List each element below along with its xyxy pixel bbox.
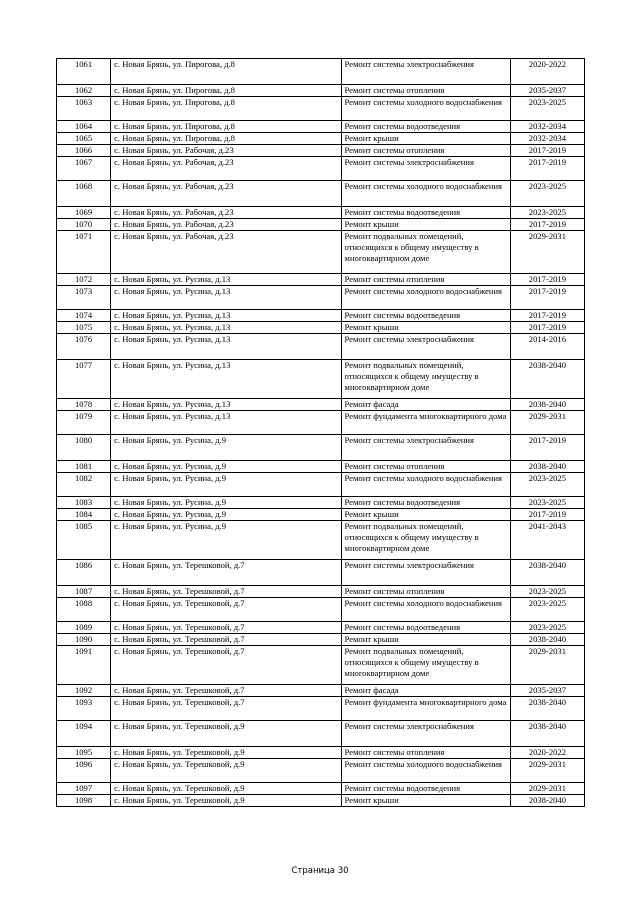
row-address: с. Новая Брянь, ул. Рабочая, д.23 [111, 181, 341, 207]
row-address: с. Новая Брянь, ул. Терешковой, д.9 [111, 783, 341, 795]
table-row [57, 133, 585, 145]
row-address: с. Новая Брянь, ул. Пирогова, д.8 [111, 121, 341, 133]
table-row [57, 646, 585, 685]
row-work-type: Ремонт системы водоотведения [341, 497, 510, 509]
table-row [57, 274, 585, 286]
row-period: 2023-2025 [510, 497, 584, 509]
row-address: с. Новая Брянь, ул. Терешковой, д.7 [111, 598, 341, 622]
row-address: с. Новая Брянь, ул. Рабочая, д.23 [111, 231, 341, 274]
row-work-type: Ремонт системы водоотведения [341, 783, 510, 795]
row-address: с. Новая Брянь, ул. Русина, д.9 [111, 461, 341, 473]
row-number: 1067 [57, 157, 111, 181]
table-row [57, 219, 585, 231]
row-address: с. Новая Брянь, ул. Терешковой, д.9 [111, 747, 341, 759]
row-period: 2038-2040 [510, 560, 584, 586]
row-work-type: Ремонт системы отопления [341, 461, 510, 473]
row-number: 1070 [57, 219, 111, 231]
table-row [57, 759, 585, 783]
table-body [57, 59, 585, 807]
row-period: 2023-2025 [510, 473, 584, 497]
row-period: 2023-2025 [510, 586, 584, 598]
row-number: 1085 [57, 521, 111, 560]
row-period: 2038-2040 [510, 721, 584, 747]
row-number: 1093 [57, 697, 111, 721]
table-row [57, 411, 585, 435]
row-number: 1090 [57, 634, 111, 646]
row-period: 2029-2031 [510, 411, 584, 435]
table-row [57, 322, 585, 334]
table-row [57, 360, 585, 399]
row-number: 1061 [57, 59, 111, 85]
table-row [57, 85, 585, 97]
row-number: 1062 [57, 85, 111, 97]
row-address: с. Новая Брянь, ул. Русина, д.9 [111, 521, 341, 560]
row-number: 1073 [57, 286, 111, 310]
table-row [57, 157, 585, 181]
row-work-type: Ремонт системы отопления [341, 274, 510, 286]
row-number: 1094 [57, 721, 111, 747]
row-work-type: Ремонт системы отопления [341, 85, 510, 97]
row-number: 1076 [57, 334, 111, 360]
table-row [57, 747, 585, 759]
row-period: 2029-2031 [510, 759, 584, 783]
row-address: с. Новая Брянь, ул. Пирогова, д.8 [111, 85, 341, 97]
row-address: с. Новая Брянь, ул. Терешковой, д.9 [111, 795, 341, 807]
row-period: 2017-2019 [510, 286, 584, 310]
row-number: 1072 [57, 274, 111, 286]
row-number: 1080 [57, 435, 111, 461]
row-work-type: Ремонт системы отопления [341, 747, 510, 759]
table-row [57, 310, 585, 322]
row-number: 1074 [57, 310, 111, 322]
row-work-type: Ремонт крыши [341, 133, 510, 145]
row-address: с. Новая Брянь, ул. Терешковой, д.9 [111, 759, 341, 783]
row-work-type: Ремонт системы водоотведения [341, 121, 510, 133]
row-work-type: Ремонт системы холодного водоснабжения [341, 598, 510, 622]
row-address: с. Новая Брянь, ул. Русина, д.13 [111, 286, 341, 310]
row-work-type: Ремонт системы электроснабжения [341, 435, 510, 461]
row-number: 1069 [57, 207, 111, 219]
row-number: 1088 [57, 598, 111, 622]
row-period: 2038-2040 [510, 399, 584, 411]
table-row [57, 334, 585, 360]
row-address: с. Новая Брянь, ул. Русина, д.9 [111, 473, 341, 497]
row-work-type: Ремонт системы водоотведения [341, 622, 510, 634]
row-address: с. Новая Брянь, ул. Рабочая, д.23 [111, 157, 341, 181]
table-row [57, 145, 585, 157]
row-address: с. Новая Брянь, ул. Терешковой, д.7 [111, 586, 341, 598]
row-number: 1078 [57, 399, 111, 411]
row-address: с. Новая Брянь, ул. Рабочая, д.23 [111, 219, 341, 231]
table-row [57, 697, 585, 721]
row-address: с. Новая Брянь, ул. Терешковой, д.7 [111, 685, 341, 697]
row-period: 2032-2034 [510, 133, 584, 145]
row-work-type: Ремонт системы водоотведения [341, 310, 510, 322]
repair-schedule-table [56, 58, 585, 807]
row-address: с. Новая Брянь, ул. Русина, д.9 [111, 497, 341, 509]
table-row [57, 473, 585, 497]
row-work-type: Ремонт системы электроснабжения [341, 560, 510, 586]
row-period: 2017-2019 [510, 219, 584, 231]
row-address: с. Новая Брянь, ул. Терешковой, д.7 [111, 697, 341, 721]
row-number: 1075 [57, 322, 111, 334]
row-number: 1066 [57, 145, 111, 157]
row-number: 1096 [57, 759, 111, 783]
row-period: 2038-2040 [510, 634, 584, 646]
row-period: 2038-2040 [510, 360, 584, 399]
row-work-type: Ремонт крыши [341, 322, 510, 334]
row-period: 2023-2025 [510, 207, 584, 219]
row-work-type: Ремонт системы водоотведения [341, 207, 510, 219]
page-number: Страница 30 [291, 866, 349, 876]
row-work-type: Ремонт крыши [341, 219, 510, 231]
row-address: с. Новая Брянь, ул. Терешковой, д.7 [111, 560, 341, 586]
table-row [57, 181, 585, 207]
table-row [57, 231, 585, 274]
row-work-type: Ремонт системы отопления [341, 145, 510, 157]
row-address: с. Новая Брянь, ул. Русина, д.9 [111, 509, 341, 521]
row-number: 1095 [57, 747, 111, 759]
row-period: 2023-2025 [510, 97, 584, 121]
table-row [57, 461, 585, 473]
row-work-type: Ремонт системы электроснабжения [341, 157, 510, 181]
row-number: 1089 [57, 622, 111, 634]
row-address: с. Новая Брянь, ул. Терешковой, д.7 [111, 634, 341, 646]
table-row [57, 59, 585, 85]
table-row [57, 721, 585, 747]
row-number: 1091 [57, 646, 111, 685]
row-work-type: Ремонт системы холодного водоснабжения [341, 759, 510, 783]
row-address: с. Новая Брянь, ул. Русина, д.13 [111, 360, 341, 399]
row-work-type: Ремонт системы холодного водоснабжения [341, 286, 510, 310]
row-address: с. Новая Брянь, ул. Русина, д.13 [111, 310, 341, 322]
row-work-type: Ремонт системы электроснабжения [341, 721, 510, 747]
row-work-type: Ремонт системы холодного водоснабжения [341, 473, 510, 497]
row-work-type: Ремонт крыши [341, 634, 510, 646]
row-number: 1097 [57, 783, 111, 795]
row-period: 2038-2040 [510, 697, 584, 721]
row-number: 1079 [57, 411, 111, 435]
row-work-type: Ремонт крыши [341, 509, 510, 521]
row-period: 2023-2025 [510, 181, 584, 207]
table-row [57, 121, 585, 133]
row-period: 2017-2019 [510, 322, 584, 334]
row-period: 2032-2034 [510, 121, 584, 133]
row-work-type: Ремонт фундамента многоквартирного дома [341, 697, 510, 721]
row-period: 2017-2019 [510, 157, 584, 181]
row-period: 2014-2016 [510, 334, 584, 360]
row-number: 1086 [57, 560, 111, 586]
table-row [57, 795, 585, 807]
table-row [57, 435, 585, 461]
table-row [57, 634, 585, 646]
table-row [57, 97, 585, 121]
table-row [57, 598, 585, 622]
table-row [57, 509, 585, 521]
row-number: 1081 [57, 461, 111, 473]
table-row [57, 783, 585, 795]
row-period: 2035-2037 [510, 685, 584, 697]
row-period: 2029-2031 [510, 646, 584, 685]
row-address: с. Новая Брянь, ул. Пирогова, д.8 [111, 133, 341, 145]
row-address: с. Новая Брянь, ул. Русина, д.13 [111, 322, 341, 334]
table-row [57, 586, 585, 598]
row-period: 2017-2019 [510, 145, 584, 157]
row-address: с. Новая Брянь, ул. Русина, д.13 [111, 399, 341, 411]
row-address: с. Новая Брянь, ул. Пирогова, д.8 [111, 97, 341, 121]
row-number: 1092 [57, 685, 111, 697]
row-work-type: Ремонт системы электроснабжения [341, 59, 510, 85]
row-period: 2038-2040 [510, 461, 584, 473]
row-work-type: Ремонт системы холодного водоснабжения [341, 97, 510, 121]
row-work-type: Ремонт фасада [341, 685, 510, 697]
table-row [57, 560, 585, 586]
table-row [57, 521, 585, 560]
row-period: 2017-2019 [510, 435, 584, 461]
row-address: с. Новая Брянь, ул. Русина, д.9 [111, 435, 341, 461]
row-address: с. Новая Брянь, ул. Терешковой, д.7 [111, 646, 341, 685]
row-number: 1077 [57, 360, 111, 399]
row-period: 2041-2043 [510, 521, 584, 560]
row-number: 1065 [57, 133, 111, 145]
row-period: 2038-2040 [510, 795, 584, 807]
row-period: 2035-2037 [510, 85, 584, 97]
row-number: 1082 [57, 473, 111, 497]
row-address: с. Новая Брянь, ул. Терешковой, д.9 [111, 721, 341, 747]
row-number: 1071 [57, 231, 111, 274]
row-period: 2017-2019 [510, 310, 584, 322]
row-work-type: Ремонт системы холодного водоснабжения [341, 181, 510, 207]
row-address: с. Новая Брянь, ул. Русина, д.13 [111, 274, 341, 286]
row-work-type: Ремонт системы отопления [341, 586, 510, 598]
row-number: 1084 [57, 509, 111, 521]
row-number: 1068 [57, 181, 111, 207]
row-work-type: Ремонт системы электроснабжения [341, 334, 510, 360]
row-address: с. Новая Брянь, ул. Русина, д.13 [111, 334, 341, 360]
row-number: 1064 [57, 121, 111, 133]
row-work-type: Ремонт фундамента многоквартирного дома [341, 411, 510, 435]
row-period: 2017-2019 [510, 274, 584, 286]
row-address: с. Новая Брянь, ул. Русина, д.13 [111, 411, 341, 435]
row-work-type: Ремонт подвальных помещений, относящихся к общему имуществу в многоквартирном доме [341, 360, 510, 399]
table-row [57, 685, 585, 697]
row-work-type: Ремонт подвальных помещений, относящихся к общему имуществу в многоквартирном доме [341, 521, 510, 560]
row-period: 2017-2019 [510, 509, 584, 521]
row-period: 2029-2031 [510, 783, 584, 795]
row-address: с. Новая Брянь, ул. Пирогова, д.8 [111, 59, 341, 85]
row-work-type: Ремонт подвальных помещений, относящихся к общему имуществу в многоквартирном доме [341, 231, 510, 274]
row-work-type: Ремонт фасада [341, 399, 510, 411]
row-number: 1063 [57, 97, 111, 121]
table-row [57, 497, 585, 509]
row-address: с. Новая Брянь, ул. Терешковой, д.7 [111, 622, 341, 634]
table-row [57, 622, 585, 634]
row-number: 1098 [57, 795, 111, 807]
row-period: 2023-2025 [510, 622, 584, 634]
row-address: с. Новая Брянь, ул. Рабочая, д.23 [111, 145, 341, 157]
row-period: 2020-2022 [510, 747, 584, 759]
row-address: с. Новая Брянь, ул. Рабочая, д.23 [111, 207, 341, 219]
table-row [57, 207, 585, 219]
row-work-type: Ремонт подвальных помещений, относящихся к общему имуществу в многоквартирном доме [341, 646, 510, 685]
row-work-type: Ремонт крыши [341, 795, 510, 807]
row-period: 2023-2025 [510, 598, 584, 622]
row-number: 1087 [57, 586, 111, 598]
row-period: 2020-2022 [510, 59, 584, 85]
table-row [57, 399, 585, 411]
row-number: 1083 [57, 497, 111, 509]
row-period: 2029-2031 [510, 231, 584, 274]
table-row [57, 286, 585, 310]
